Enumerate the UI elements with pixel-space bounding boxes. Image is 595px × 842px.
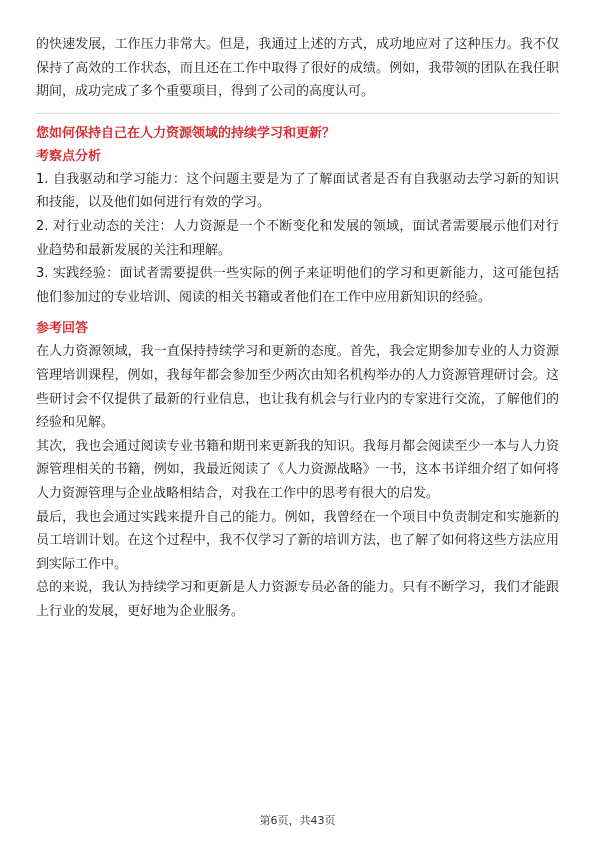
answer-paragraph: 最后，我也会通过实践来提升自己的能力。例如，我曾经在一个项目中负责制定和实施新的员工培训计划。在这个过程中，我不仅学习了新的培训方法，也了解了如何将这些方法应用到实际工作中。: [36, 509, 559, 572]
intro-paragraph: 的快速发展，工作压力非常大。但是，我通过上述的方式，成功地应对了这种压力。我不仅保持了高效的工作状态，而且还在工作中取得了很好的成绩。例如，我带领的团队在我任职期间，成功完成了多个重要项目，得到了公司的高度认可。: [36, 37, 559, 100]
analysis-title: 考察点分析: [36, 148, 102, 164]
section-divider: [36, 113, 559, 114]
answer-title: 参考回答: [36, 321, 89, 337]
analysis-item: 1. 自我驱动和学习能力：这个问题主要是为了了解面试者是否有自我驱动去学习新的知识和技能，以及他们如何进行有效的学习。: [36, 171, 559, 211]
analysis-item: 2. 对行业动态的关注：人力资源是一个不断变化和发展的领域，面试者需要展示他们对行业趋势和最新发展的关注和理解。: [36, 218, 559, 258]
answer-paragraph: 总的来说，我认为持续学习和更新是人力资源专员必备的能力。只有不断学习，我们才能跟上行业的发展，更好地为企业服务。: [36, 580, 559, 619]
analysis-item: 3. 实践经验：面试者需要提供一些实际的例子来证明他们的学习和更新能力，这可能包括他们参加过的专业培训、阅读的相关书籍或者他们在工作中应用新知识的经验。: [36, 266, 559, 305]
page-number-footer: 第6页，共43页: [259, 814, 336, 827]
question-heading: 您如何保持自己在人力资源领域的持续学习和更新？: [36, 125, 336, 141]
answer-paragraph: 其次，我也会通过阅读专业书籍和期刊来更新我的知识。我每月都会阅读至少一本与人力资源管理相关的书籍，例如，我最近阅读了《人力资源战略》一书，这本书详细介绍了如何将人力资源管理与企业战略相结合，对我在工作中的思考有很大的启发。: [36, 438, 559, 501]
answer-paragraph: 在人力资源领域，我一直保持持续学习和更新的态度。首先，我会定期参加专业的人力资源管理培训课程，例如，我每年都会参加至少两次由知名机构举办的人力资源管理研讨会。这些研讨会不仅提供了最新的行业信息，也让我有机会与行业内的专家进行交流，了解他们的经验和见解。: [36, 344, 559, 431]
page-content: [36, 33, 559, 623]
